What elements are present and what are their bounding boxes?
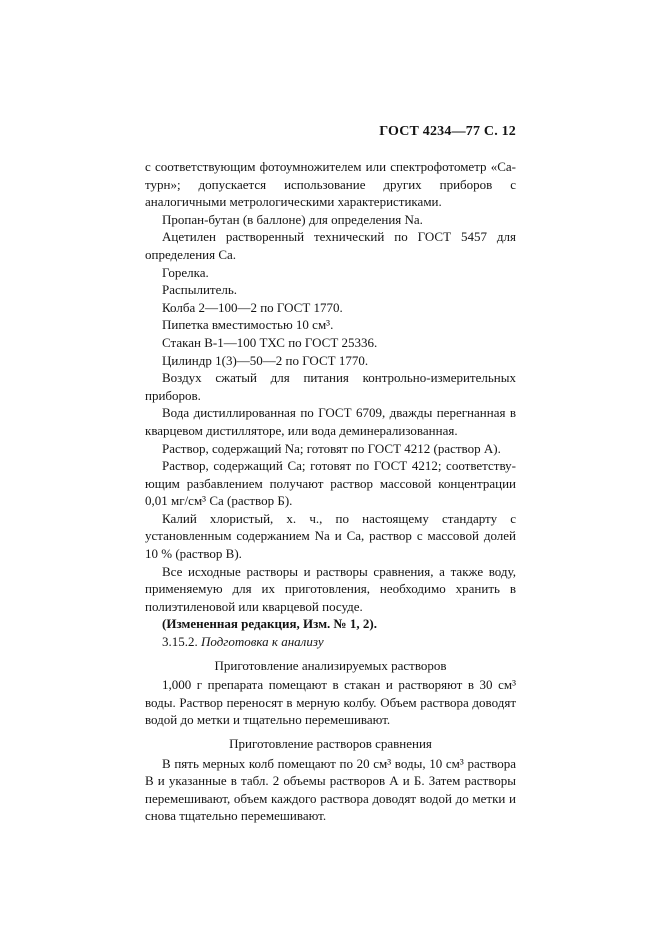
item-solution-b: Раствор, содержащий Са; готовят по ГОСТ 4212; соответствующим разбавлением получают раствор массовой концентрации 0,01 мг/см³ Са (раствор Б). — [145, 458, 516, 509]
subsection-title-comparison: Приготовление растворов сравнения — [229, 736, 432, 751]
item-flask: Колба 2—100—2 по ГОСТ 1770. — [162, 299, 343, 315]
edit-note: (Измененная редакция, Изм. № 1, 2). — [162, 616, 377, 632]
item-cylinder: Цилиндр 1(3)—50—2 по ГОСТ 1770. — [162, 352, 369, 368]
item-distilled-water: Вода дистиллированная по ГОСТ 6709, дважды перегнанная в кварцевом дистилляторе, или вода деминерализованная. — [145, 405, 516, 438]
subsection-text-analyzed: 1,000 г препарата помещают в стакан и растворяют в 30 см³ воды. Раствор переносят в мерную колбу. Объем раствора доводят водой до метки и тщательно перемешивают. — [145, 677, 516, 728]
item-compressed-air: Воздух сжатый для питания контрольно-измерительных приборов. — [145, 370, 516, 403]
item-pipette: Пипетка вместимостью 10 см³. — [162, 317, 334, 333]
continuation-paragraph: с соответствующим фотоумножителем или спектрофотометр «Сатурн»; допускается использование других приборов с аналогичными метрологическими характеристиками. — [145, 159, 516, 210]
section-number: 3.15.2. — [162, 634, 198, 650]
page-header: ГОСТ 4234—77 С. 12 — [379, 124, 516, 139]
subsection-text-comparison: В пять мерных колб помещают по 20 см³ воды, 10 см³ раствора В и указанные в табл. 2 объемы растворов А и Б. Затем растворы перемешивают, объем каждого раствора доводят водой до метки и снова тщательно перемешивают. — [145, 755, 516, 824]
item-beaker: Стакан В-1—100 ТХС по ГОСТ 25336. — [162, 334, 378, 350]
item-solution-a: Раствор, содержащий Na; готовят по ГОСТ 4212 (раствор А). — [162, 440, 501, 456]
subsection-title-analyzed: Приготовление анализируемых растворов — [214, 657, 447, 673]
body-text — [145, 158, 516, 825]
item-solution-v: Калий хлористый, х. ч., по настоящему стандарту с установленным содержанием Na и Са, раствор с массовой долей 10 % (раствор В). — [145, 510, 516, 562]
section-title: Подготовка к анализу — [201, 634, 324, 650]
item-acetylene: Ацетилен растворенный технический по ГОСТ 5457 для определения Са. — [145, 229, 516, 262]
item-burner: Горелка. — [162, 264, 209, 280]
section-heading — [145, 633, 516, 651]
item-propane-butane: Пропан-бутан (в баллоне) для определения Na. — [162, 211, 423, 227]
item-sprayer: Распылитель. — [162, 282, 238, 298]
item-storage-note: Все исходные растворы и растворы сравнения, а также воду, применяемую для их приготовления, необходимо хранить в полиэтиленовой или кварцевой посуде. — [145, 563, 516, 614]
